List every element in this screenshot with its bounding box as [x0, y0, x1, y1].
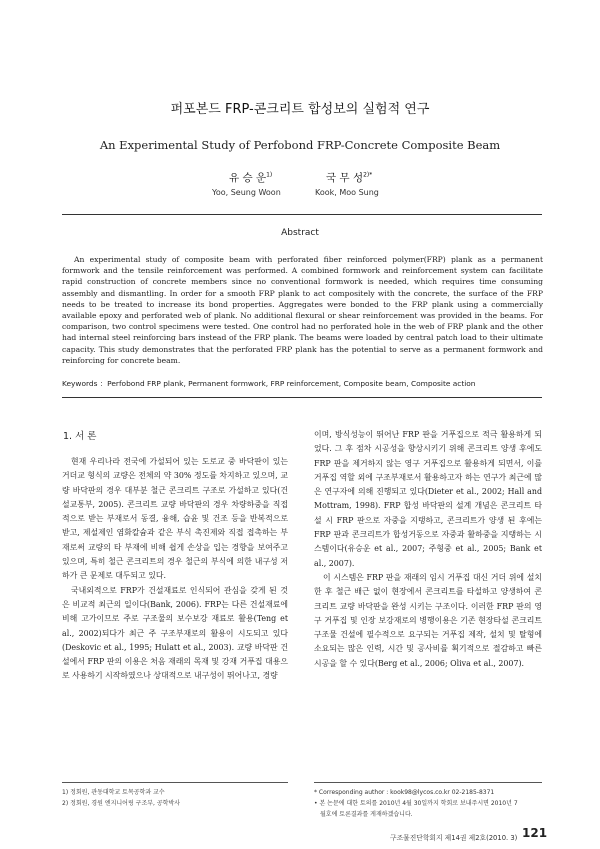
- page-number: 121: [522, 826, 548, 840]
- footnote-1: 1) 정회원, 관동대학교 토목공학과 교수: [62, 789, 165, 796]
- keywords: [62, 378, 543, 389]
- paper-title-english: An Experimental Study of Perfobond FRP-Concrete Composite Beam: [99, 138, 501, 152]
- intro-paragraph-2: 국내외적으로 FRP가 건설재료로 인식되어 관심을 갖게 된 것은 비교적 최근의 일이다(Bank, 2006). FRP는 다른 건설재료에 비해 고가이므로 주로 구조물의 보수보강 재료로 활용(Teng et al., 2002)되다가 최근 주 구조부재로의 활용이 시도되고 있다(Deskovic et al., 1995; Hulatt et al., 2003). 교량 바닥판 건설에서 FRP 판의 이용은 처음 재래의 목재 및 강재 거푸집 대용으로 사용하기 시작하였으나 상대적으로 내구성이 뛰어나고, 경량: [62, 585, 288, 681]
- abstract-text: An experimental study of composite beam with perforated fiber reinforced polymer(FRP) plank as a permanent formwork and the tensile reinforcement was performed. A combined formwork and reinforcement system can facilitate rapid construction of concrete members since no conventional formwork is needed, which requires time consuming assembly and dismantling. In order for a smooth FRP plank to act compositely with the concrete, the surface of the FRP needs to be treated to increase its bond properties. Aggregates were bonded to the FRP plank using a commercially available epoxy and perforated web of plank. No additional flexural or shear reinforcement was provided in the beams. For comparison, two control specimens were tested. One control had no perforated hole in the web of FRP plank and the other had internal steel reinforcing bars instead of the FRP plank. The beams were loaded by central patch load to their ultimate capacity. This study demonstrates that the perforated FRP plank has the potential to serve as a permanent formwork and reinforcing for concrete beam.: [62, 255, 543, 365]
- author-1-name-ko: 유 승 운: [229, 172, 267, 184]
- corresponding-author: * Corresponding author : kook98@lycos.co.kr 02-2185-8371: [314, 789, 495, 796]
- keywords-label: Keywords: [62, 379, 98, 388]
- intro-paragraph-2-cont: 이며, 방식성능이 뛰어난 FRP 판을 거푸집으로 적극 활용하게 되었다. 그 후 점차 시공성을 향상시키기 위해 콘크리트 양생 후에도 FRP 판을 제거하지 않는 영구 거푸집으로 활용하게 되면서, 이를 거푸집 역할 외에 구조부재로서 활용하고자 하는 연구가 최근에 많은 연구자에 의해 진행되고 있다(Dieter et al., 2002; Hall and Mottram, 1998). FRP 합성 바닥판의 설계 개념은 콘크리트 타설 시 FRP 판으로 자중을 지탱하고, 콘크리트가 양생 된 후에는 FRP 판과 콘크리트가 합성거동으로 자중과 활하중을 지탱하는 시스템이다(유승운 et al., 2007; 주형중 et al., 2005; Bank et al., 2007).: [314, 430, 542, 568]
- left-column: [62, 455, 288, 684]
- footnote-rule-left: [62, 782, 288, 783]
- discussion-note-1: • 본 논문에 대한 토의를 2010년 4월 30일까지 학회로 보내주시면 2010년 7: [314, 800, 518, 807]
- author-2-name-en: Kook, Moo Sung: [315, 188, 379, 197]
- paper-title-korean: 퍼포본드 FRP-콘크리트 합성보의 실험적 연구: [170, 102, 430, 117]
- discussion-note-2: 월호에 토론결과를 게재하겠습니다.: [320, 811, 413, 818]
- footnote-2: 2) 정회원, 경원 엔지니어링 구조부, 공학박사: [62, 800, 181, 807]
- footnotes-right: [314, 787, 544, 820]
- footnotes-left: [62, 787, 288, 809]
- intro-paragraph-3: 이 시스템은 FRP 판을 재래의 임시 거푸집 대신 거더 위에 설치 한 후 철근 배근 없이 현장에서 콘크리트를 타설하고 양생하여 콘크리트 교량 바닥판을 완성 시키는 구조이다. 이러한 FRP 판의 영구 거푸집 및 인장 보강재로의 병행이용은 기존 현장타설 콘크리트 구조물 건설에 필수적으로 요구되는 거푸집 제작, 설치 및 탈형에 소요되는 많은 인력, 시간 및 공사비를 획기적으로 절감하고 빠른 시공을 할 수 있다(Berg et al., 2006; Oliva et al., 2007).: [314, 572, 542, 668]
- abstract-top-rule: [62, 214, 542, 215]
- author-2-affiliation-mark: 2)*: [363, 171, 373, 179]
- section-heading-introduction: 1. 서 론: [63, 431, 97, 442]
- author-1-affiliation-mark: 1): [266, 171, 273, 179]
- author-2-name-ko: 국 무 성: [326, 172, 364, 184]
- keywords-text: ：Perfobond FRP plank, Permanent formwork, FRP reinforcement, Composite beam, Composite action: [99, 379, 476, 388]
- author-2-name: [326, 170, 372, 185]
- author-1-name-en: Yoo, Seung Woon: [212, 188, 281, 197]
- intro-paragraph-1: 현재 우리나라 전국에 가설되어 있는 도로교 중 바닥판이 있는 거더교 형식의 교량은 전체의 약 30% 정도를 차지하고 있으며, 교량 바닥판의 경우 대부분 철근 콘크리트 구조로 가설하고 있다(건설교통부, 2005). 콘크리트 교량 바닥판의 경우 차량하중을 직접적으로 받는 부재로서 동결, 융해, 습윤 및 건조 등을 반복적으로 받고, 제설제인 염화칼슘과 같은 부식 촉진제와 직접 접촉하는 부재로써 교량의 타 부재에 비해 쉽게 손상을 입는 경향을 보여주고 있으며, 특히 철근 콘크리트의 경우 철근의 부식에 의한 내구성 저하가 큰 문제로 대두되고 있다.: [62, 457, 288, 581]
- footnote-rule-right: [314, 782, 542, 783]
- author-1-name: [229, 170, 272, 185]
- right-column: [314, 428, 542, 671]
- abstract-bottom-rule: [62, 397, 542, 398]
- journal-citation: 구조물진단학회지 제14권 제2호(2010. 3): [390, 834, 518, 842]
- abstract-heading: Abstract: [281, 228, 319, 238]
